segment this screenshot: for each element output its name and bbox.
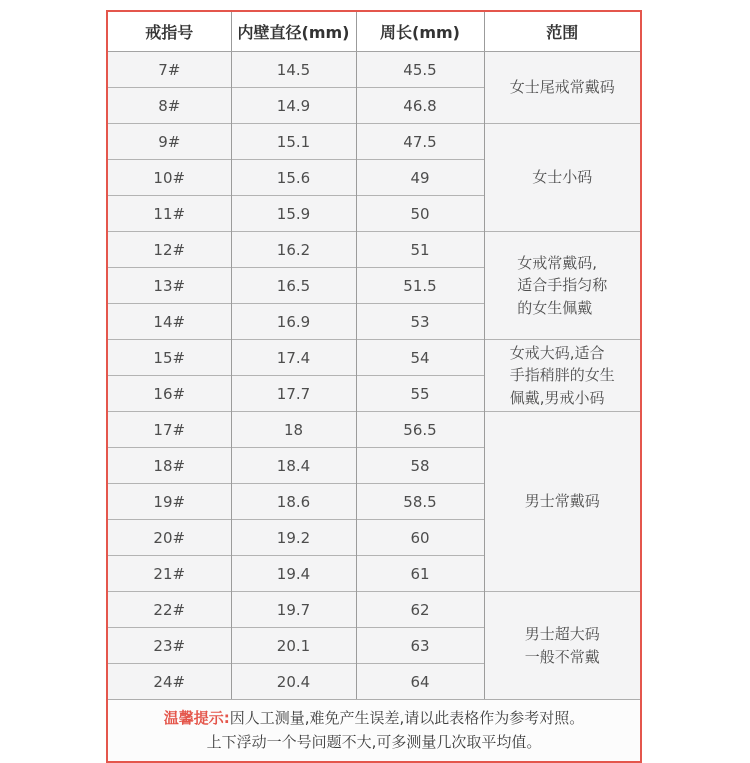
ring-size-table	[108, 12, 640, 699]
circumference-cell: 58.5	[356, 484, 484, 520]
range-label: 女士尾戒常戴码	[509, 78, 615, 97]
circumference-cell: 51.5	[356, 268, 484, 304]
circumference-cell: 50	[356, 196, 484, 232]
diameter-cell: 15.6	[231, 160, 356, 196]
table-row	[108, 412, 640, 448]
table-row	[108, 52, 640, 88]
diameter-cell: 14.9	[231, 88, 356, 124]
table-row	[108, 124, 640, 160]
circumference-cell: 58	[356, 448, 484, 484]
table-header	[108, 12, 640, 52]
diameter-cell: 18	[231, 412, 356, 448]
header-row	[108, 12, 640, 52]
column-header-range: 范围	[484, 12, 640, 52]
note-text-2: 上下浮动一个号问题不大,可多测量几次取平均值。	[206, 732, 542, 751]
column-header-inner-diameter: 内壁直径(mm)	[231, 12, 356, 52]
diameter-cell: 16.5	[231, 268, 356, 304]
diameter-cell: 19.4	[231, 556, 356, 592]
circumference-cell: 53	[356, 304, 484, 340]
ring-size-cell: 20#	[108, 520, 231, 556]
ring-size-cell: 18#	[108, 448, 231, 484]
diameter-cell: 14.5	[231, 52, 356, 88]
range-cell	[484, 124, 640, 232]
diameter-cell: 16.2	[231, 232, 356, 268]
diameter-cell: 20.1	[231, 628, 356, 664]
ring-size-cell: 12#	[108, 232, 231, 268]
circumference-cell: 62	[356, 592, 484, 628]
circumference-cell: 51	[356, 232, 484, 268]
circumference-cell: 54	[356, 340, 484, 376]
ring-size-cell: 16#	[108, 376, 231, 412]
range-cell	[484, 592, 640, 700]
diameter-cell: 18.4	[231, 448, 356, 484]
diameter-cell: 19.2	[231, 520, 356, 556]
table-row	[108, 232, 640, 268]
ring-size-cell: 13#	[108, 268, 231, 304]
diameter-cell: 19.7	[231, 592, 356, 628]
ring-size-cell: 10#	[108, 160, 231, 196]
column-header-ring-size: 戒指号	[108, 12, 231, 52]
ring-size-cell: 9#	[108, 124, 231, 160]
note-label: 温馨提示:	[163, 709, 230, 728]
note-area	[108, 699, 640, 761]
diameter-cell: 15.1	[231, 124, 356, 160]
diameter-cell: 20.4	[231, 664, 356, 700]
ring-size-cell: 11#	[108, 196, 231, 232]
ring-size-cell: 22#	[108, 592, 231, 628]
diameter-cell: 17.4	[231, 340, 356, 376]
ring-size-chart	[106, 10, 642, 763]
range-label: 女士小码	[532, 168, 593, 187]
range-cell	[484, 52, 640, 124]
diameter-cell: 15.9	[231, 196, 356, 232]
circumference-cell: 63	[356, 628, 484, 664]
ring-size-cell: 14#	[108, 304, 231, 340]
ring-size-cell: 23#	[108, 628, 231, 664]
ring-size-cell: 21#	[108, 556, 231, 592]
note-line-2	[108, 731, 640, 754]
circumference-cell: 64	[356, 664, 484, 700]
ring-size-cell: 8#	[108, 88, 231, 124]
range-cell	[484, 232, 640, 340]
column-header-circumference: 周长(mm)	[356, 12, 484, 52]
range-label: 女戒大码,适合 手指稍胖的女生 佩戴,男戒小码	[509, 343, 615, 407]
range-label: 女戒常戴码, 适合手指匀称 的女生佩戴	[517, 253, 608, 317]
table-body	[108, 52, 640, 700]
range-label: 男士常戴码	[524, 492, 600, 511]
note-text-1: 因人工测量,难免产生误差,请以此表格作为参考对照。	[229, 709, 585, 728]
ring-size-cell: 15#	[108, 340, 231, 376]
table-row	[108, 340, 640, 376]
ring-size-cell: 24#	[108, 664, 231, 700]
ring-size-cell: 7#	[108, 52, 231, 88]
diameter-cell: 18.6	[231, 484, 356, 520]
ring-size-cell: 17#	[108, 412, 231, 448]
table-row	[108, 592, 640, 628]
range-label: 男士超大码 一般不常戴	[524, 625, 600, 666]
range-cell	[484, 340, 640, 412]
circumference-cell: 61	[356, 556, 484, 592]
circumference-cell: 46.8	[356, 88, 484, 124]
diameter-cell: 16.9	[231, 304, 356, 340]
circumference-cell: 45.5	[356, 52, 484, 88]
ring-size-cell: 19#	[108, 484, 231, 520]
circumference-cell: 56.5	[356, 412, 484, 448]
circumference-cell: 60	[356, 520, 484, 556]
circumference-cell: 47.5	[356, 124, 484, 160]
circumference-cell: 49	[356, 160, 484, 196]
diameter-cell: 17.7	[231, 376, 356, 412]
note-line-1	[108, 707, 640, 730]
range-cell	[484, 412, 640, 592]
circumference-cell: 55	[356, 376, 484, 412]
